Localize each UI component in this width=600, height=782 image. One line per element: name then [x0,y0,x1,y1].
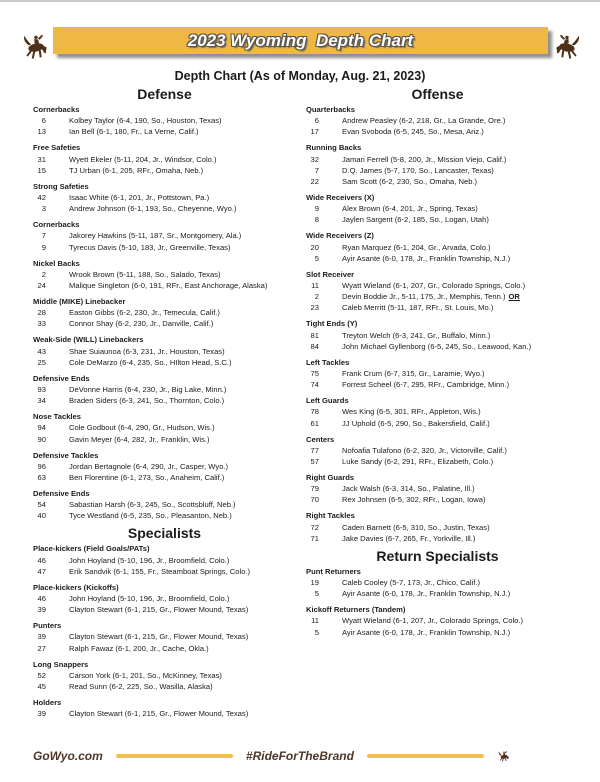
position-group [306,604,569,638]
position-group [306,472,569,506]
jersey-number: 6 [41,116,46,126]
jersey-number: 81 [310,330,319,340]
player-row [306,203,569,214]
player-info: Wyett Ekeler (5-11, 204, Jr., Windsor, Colo.) [69,154,217,164]
player-row [33,318,296,329]
player-row [306,494,569,505]
jersey-number: 11 [311,281,319,291]
player-row [33,115,296,126]
jersey-number: 32 [310,154,319,164]
player-info: Sabastian Harsh (6-3, 245, So., Scottsbluff, Neb.) [69,500,236,510]
position-title: Defensive Ends [33,373,90,383]
player-row [306,126,569,137]
player-row [33,242,296,253]
jersey-number: 7 [314,165,319,175]
position-title: Long Snappers [33,659,89,669]
player-info: Clayton Stewart (6-1, 215, Gr., Flower Mound, Texas) [69,632,249,642]
player-info: Treyton Welch (6-3, 241, Gr., Buffalo, Minn.) [342,330,491,340]
player-info: Evan Svoboda (6-5, 245, So., Mesa, Ariz.) [342,127,484,137]
position-title: Middle (MIKE) Linebacker [33,297,126,307]
player-row [33,604,296,615]
player-info: Ian Bell (6-1, 180, Fr., La Verne, Calif.) [69,127,199,137]
player-info: Caleb Merritt (5-11, 187, RFr., St. Louis, Mo.) [342,303,494,313]
player-row [33,203,296,214]
position-group [306,395,569,429]
section-heading: Specialists [127,525,202,542]
player-row [33,384,296,395]
player-row [306,418,569,429]
jersey-number: 25 [37,357,46,367]
player-row [306,522,569,533]
player-info: Cole DeMarzo (6-4, 235, So., HIlton Head, S.C.) [69,357,232,367]
jersey-number: 2 [314,292,319,302]
or-indicator: OR [508,292,520,302]
position-group [33,258,296,292]
position-group [33,488,296,522]
player-info: Ralph Fawaz (6-1, 200, Jr., Cache, Okla.) [69,643,209,653]
position-group [33,450,296,484]
player-info: Sam Scott (6-2, 230, So., Omaha, Neb.) [342,177,478,187]
player-row [33,643,296,654]
jersey-number: 27 [37,643,46,653]
player-row [33,681,296,692]
jersey-number: 72 [310,522,319,532]
position-title: Wide Receivers (Z) [306,231,374,241]
jersey-number: 3 [41,204,46,214]
player-info: Luke Sandy (6-2, 291, RFr., Elizabeth, Colo.) [342,457,494,467]
player-info: Andrew Johnson (6-1, 193, So., Cheyenne, Wyo.) [69,204,237,214]
player-info: Erik Sandvik (6-1, 155, Fr., Steamboat Springs, Colo.) [69,566,251,576]
player-info: Shae Suiaunoa (6-3, 231, Jr., Houston, Texas) [69,346,225,356]
player-row [306,176,569,187]
bucking-horse-icon [497,748,511,765]
player-row [306,214,569,225]
player-row [33,357,296,368]
player-info: Jaylen Sargent (6-2, 185, So., Logan, Utah) [342,215,489,225]
jersey-number: 96 [37,461,46,471]
player-info: Kolbey Taylor (6-4, 190, So., Houston, Texas) [69,116,222,126]
player-row [306,330,569,341]
player-row [306,368,569,379]
section-heading: Return Specialists [376,547,499,564]
jersey-number: 17 [310,127,319,137]
player-row [33,165,296,176]
player-row [33,499,296,510]
page-top-edge [0,0,600,2]
player-row [306,291,569,302]
position-title: Holders [33,698,62,708]
player-row [306,615,569,626]
player-row [306,483,569,494]
position-group [306,510,569,544]
player-info: Nofoafia Tulafono (6-2, 320, Jr., Victorville, Calif.) [342,445,507,455]
jersey-number: 9 [41,242,46,252]
jersey-number: 70 [310,495,319,505]
jersey-number: 9 [314,204,319,214]
player-info: Andrew Peasley (6-2, 218, Gr., La Grande, Ore.) [342,116,506,126]
position-group [33,296,296,330]
jersey-number: 84 [310,341,319,351]
jersey-number: 33 [37,319,46,329]
jersey-number: 24 [37,281,46,291]
footer-divider-bar [116,754,233,758]
position-group [33,219,296,253]
player-row [33,269,296,280]
position-title: Strong Safeties [33,181,89,191]
player-row [33,461,296,472]
player-row [33,154,296,165]
jersey-number: 74 [310,380,319,390]
player-info: Gavin Meyer (6-4, 282, Jr., Franklin, Wis.) [69,434,210,444]
player-info: John Michael Gyllenborg (6-5, 245, So., Leawood, Kan.) [342,341,532,351]
position-title: Punt Returners [306,566,361,576]
position-group [33,373,296,407]
position-title: Left Guards [306,396,349,406]
jersey-number: 19 [310,578,319,588]
jersey-number: 46 [37,594,46,604]
player-row [33,631,296,642]
position-title: Cornerbacks [33,105,80,114]
jersey-number: 78 [310,407,319,417]
jersey-number: 31 [37,154,46,164]
jersey-number: 39 [37,709,46,719]
jersey-number: 7 [41,231,46,241]
player-row [306,154,569,165]
player-info: Wyatt Wieland (6-1, 207, Gr., Colorado Springs, Colo.) [342,281,526,291]
position-group [33,334,296,368]
jersey-number: 52 [37,670,46,680]
jersey-number: 8 [314,215,319,225]
position-title: Punters [33,621,62,631]
jersey-number: 39 [37,605,46,615]
player-row [306,379,569,390]
player-row [33,280,296,291]
jersey-number: 42 [37,193,46,203]
player-info: Wes King (6-5, 301, RFr., Appleton, Wis.) [342,407,481,417]
player-row [306,456,569,467]
player-info: Caden Barnett (6-5, 310, So., Justin, Texas) [342,522,490,532]
footer-hashtag: #RideForTheBrand [245,749,354,763]
jersey-number: 61 [310,418,319,428]
position-group [306,104,569,138]
section-heading: Offense [411,86,464,102]
player-info: Carson York (6-1, 201, So., McKinney, Texas) [69,670,222,680]
jersey-number: 45 [37,682,46,692]
jersey-number: 57 [310,457,319,467]
position-group [33,543,296,577]
position-title: Free Safeties [33,143,81,153]
player-row [306,341,569,352]
jersey-number: 39 [37,632,46,642]
position-title: Defensive Tackles [33,450,99,460]
player-info: Braden Siders (6-3, 241, So., Thornton, Colo.) [69,396,225,406]
player-info: DeVonne Harris (6-4, 230, Jr., Big Lake, Minn.) [69,385,227,395]
jersey-number: 6 [314,116,319,126]
player-row [33,192,296,203]
page-footer [33,748,511,764]
player-row [306,253,569,264]
jersey-number: 22 [310,177,319,187]
player-info: Ayir Asante (6-0, 178, Jr., Franklin Township, N.J.) [342,253,511,263]
jersey-number: 23 [310,303,319,313]
defense-specialists-column [33,87,296,724]
position-title: Kickoff Returners (Tandem) [306,605,406,615]
player-info: John Hoyland (5-10, 196, Jr., Broomfield, Colo.) [69,555,230,565]
player-row [306,533,569,544]
jersey-number: 47 [37,566,46,576]
footer-website: GoWyo.com [33,749,103,763]
jersey-number: 77 [310,445,319,455]
position-group [306,434,569,468]
player-row [306,627,569,638]
player-info: TJ Urban (6-1, 205, RFr., Omaha, Neb.) [69,165,204,175]
player-info: Connor Shay (6-2, 230, Jr., Danville, Calif.) [69,319,214,329]
player-row [33,593,296,604]
player-row [33,708,296,719]
jersey-number: 13 [37,127,46,137]
player-info: Ayir Asante (6-0, 178, Jr., Franklin Township, N.J.) [342,627,511,637]
player-info: Read Sunn (6-2, 225, So., Wasilla, Alaska) [69,682,213,692]
bucking-horse-icon [20,27,52,67]
player-row [306,115,569,126]
player-row [306,280,569,291]
position-group [33,411,296,445]
jersey-number: 54 [37,500,46,510]
player-info: Clayton Stewart (6-1, 215, Gr., Flower Mound, Texas) [69,605,249,615]
player-info: Cole Godbout (6-4, 290, Gr., Hudson, Wis.) [69,423,215,433]
bucking-horse-icon [551,27,583,67]
player-info: Rex Johnsen (6-5, 302, RFr., Logan, Iowa) [342,495,486,505]
position-title: Nickel Backs [33,258,80,268]
player-row [33,555,296,566]
jersey-number: 15 [37,165,46,175]
jersey-number: 75 [310,369,319,379]
player-row [33,126,296,137]
player-info: Jamari Ferrell (5-8, 200, Jr., MIssion Viejo, Calif.) [342,154,507,164]
jersey-number: 11 [311,616,319,626]
position-group [33,659,296,693]
position-title: Left Tackles [306,357,350,367]
jersey-number: 79 [310,484,319,494]
jersey-number: 20 [310,242,319,252]
player-info: Jordan Bertagnole (6-4, 290, Jr., Casper, Wyo.) [69,461,229,471]
player-info: Wyatt Wieland (6-1, 207, Jr., Colorado Springs, Colo.) [342,616,523,626]
player-info: Jack Walsh (6-3, 314, So., Palatine, Ill.) [342,484,475,494]
player-row [306,588,569,599]
jersey-number: 63 [37,473,46,483]
player-row [33,307,296,318]
player-info: Ryan Marquez (6-1, 204, Gr., Arvada, Colo.) [342,242,491,252]
jersey-number: 34 [37,396,46,406]
player-info: D.Q. James (5-7, 170, So., Lancaster, Texas) [342,165,494,175]
jersey-number: 2 [41,269,46,279]
footer-divider-bar [367,754,484,758]
position-group [306,357,569,391]
player-info: Easton Gibbs (6-2, 230, Jr., Temecula, Calif.) [69,308,220,318]
player-info: Ayir Asante (6-0, 178, Jr., Franklin Township, N.J.) [342,589,511,599]
position-title: Defensive Ends [33,489,90,499]
player-info: Ben Florentine (6-1, 273, So., Anaheim, Calif.) [69,473,225,483]
position-group [33,620,296,654]
player-info: Clayton Stewart (6-1, 215, Gr., Flower Mound, Texas) [69,709,249,719]
player-row [306,242,569,253]
position-group [33,697,296,719]
position-group [306,269,569,314]
player-info: Wrook Brown (5-11, 188, So., Salado, Texas) [69,269,221,279]
player-info: JJ Uphold (6-5, 290, So., Bakersfield, Calif.) [342,418,490,428]
player-info: Tyce Westland (6-5, 235, So., Pleasanton, Neb.) [69,511,232,521]
player-row [306,577,569,588]
player-info: Jake Davies (6-7, 265, Fr., Yorkville, Ill.) [342,533,476,543]
player-info: Caleb Cooley (5-7, 173, Jr., Chico, Calif.) [342,578,481,588]
player-row [33,346,296,357]
jersey-number: 71 [310,533,319,543]
offense-returners-column [306,87,569,643]
player-info: Devin Boddie Jr., 5-11, 175, Jr., Memphis, Tenn.) [342,292,506,302]
player-row [33,395,296,406]
player-row [306,302,569,313]
jersey-number: 28 [37,308,46,318]
position-title: Place-kickers (Field Goals/PATs) [33,544,150,554]
jersey-number: 94 [37,423,46,433]
position-group [306,318,569,352]
title-banner [53,27,548,54]
position-group [306,142,569,187]
jersey-number: 5 [314,627,319,637]
jersey-number: 5 [314,589,319,599]
position-title: Weak-Side (WILL) Linebackers [33,335,144,345]
jersey-number: 5 [314,253,319,263]
player-row [306,406,569,417]
position-title: Centers [306,434,335,444]
position-title: Nose Tackles [33,412,81,422]
player-row [33,472,296,483]
position-title: Tight Ends (Y) [306,319,358,329]
banner-title: 2023 Wyoming Depth Chart [187,31,414,50]
player-info: Frank Crum (6-7, 315, Gr., Laramie, Wyo.) [342,369,485,379]
position-title: Wide Receivers (X) [306,193,375,203]
player-info: Forrest Scheel (6-7, 295, RFr., Cambridge, Minn.) [342,380,510,390]
player-info: Alex Brown (6-4, 201, Jr., Spring, Texas) [342,204,478,214]
player-info: Jakorey Hawkins (5-11, 187, Sr., Montgomery, Ala.) [69,231,242,241]
player-row [33,670,296,681]
jersey-number: 40 [37,511,46,521]
player-info: John Hoyland (5-10, 196, Jr., Broomfield, Colo.) [69,594,230,604]
position-group [306,566,569,600]
player-row [33,566,296,577]
position-title: Quarterbacks [306,105,355,114]
position-group [33,142,296,176]
player-row [33,510,296,521]
player-row [306,165,569,176]
player-row [33,230,296,241]
section-heading: Defense [137,86,192,102]
jersey-number: 93 [37,385,46,395]
player-row [306,445,569,456]
page-subtitle: Depth Chart (As of Monday, Aug. 21, 2023) [174,69,426,83]
player-info: Isaac White (6-1, 201, Jr., Pottstown, Pa.) [69,193,210,203]
jersey-number: 46 [37,555,46,565]
position-title: Right Guards [306,473,355,483]
position-group [33,181,296,215]
player-info: Malique Singleton (6-0, 191, RFr., East Anchorage, Alaska) [69,281,268,291]
jersey-number: 90 [37,434,46,444]
position-group [306,192,569,226]
position-title: Slot Receiver [306,269,355,279]
position-title: Running Backs [306,143,362,153]
position-title: Right Tackles [306,511,355,521]
player-info: Tyrecus Davis (5-10, 183, Jr., Greenville, Texas) [69,242,231,252]
player-row [33,422,296,433]
jersey-number: 43 [37,346,46,356]
position-group [33,104,296,138]
position-title: Cornerbacks [33,220,80,230]
player-row [33,434,296,445]
position-group [306,230,569,264]
position-title: Place-kickers (Kickoffs) [33,582,119,592]
position-group [33,582,296,616]
